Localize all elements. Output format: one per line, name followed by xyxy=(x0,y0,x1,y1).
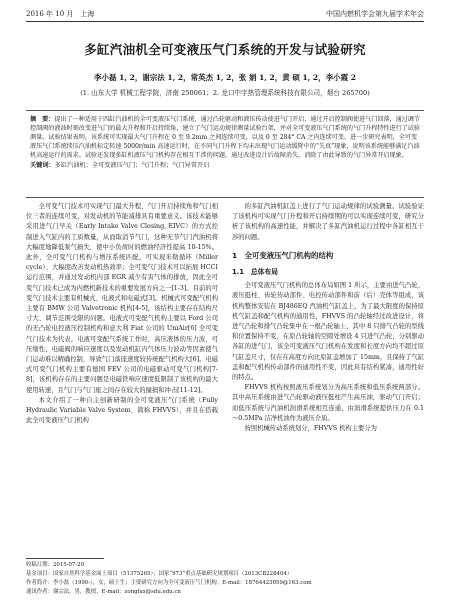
body-paragraph: 按照机械传动系统划分，FHVVS 机构主要分为 xyxy=(244,425,377,433)
subsection-heading: 1.1 总体布局 xyxy=(232,268,279,277)
abstract-text: 提出了一种适用于四缸汽油机的全可变液压气门系统，通过凸轮驱动和液压传动使进气门开启，通过开启控制阀使进气门回落，通过调节控制阀的液油时刻改变进气门的最大升程和开启持续角，建立了气门运动规律测量试验台架，并对全可变液压气门系统的气门升程特性进行了试验测量。试验结果表明，该系统可实现最大气门升程在 0 至 9.2mm 之间连续可变，以及 0 至 284° CA 之内连续可变。进一步研究表明，全可变液压气门系统续压汽油机标定转速 5000r/min 高速运行时，在不同气门升程下均未出现气门运动缓降中的“失真”现象，说明该系统能够满足汽油机高速运行的需求。试验还发现多缸机液压气门机构存在相互干涉的问题，通过改进设计后故障消失，消除了由此导致的气门异常开启现象。 xyxy=(30,116,420,159)
abstract-block xyxy=(26,110,424,198)
footnote-rule xyxy=(26,558,104,559)
footnotes xyxy=(26,561,424,597)
keywords-text: 多缸汽油机；全可变液压气门；气门升程；气门异常开启 xyxy=(54,162,210,169)
section-heading: 1 全可变液压气门机构的结构 xyxy=(232,250,334,260)
footnote-received: 收稿日期：2015-07-20 xyxy=(26,562,85,568)
affiliation: (1. 山东大学 机械工程学院，济南 250061；2. 龙口中宇热管理系统科技有限公司，烟台 265700) xyxy=(80,89,370,97)
paper-title: 多缸汽油机全可变液压气门系统的开发与试验研究 xyxy=(84,42,366,57)
abstract xyxy=(30,115,420,160)
keywords xyxy=(30,161,420,170)
body-paragraph: FHVVS 机构按照液压系统划分为高压系统和低压系统两部分。其中高压系统由进气凸轮驱动液压挺柱产生高压油，驱动气门开启；而低压系统与汽油机润滑系统相互连通，由润滑系统提供压力在 0.1～0.5MPa 洁净机油作为液压介质。 xyxy=(232,384,424,422)
footnote-corresponding: 通讯作者：谢宗法，男，教授，E-mail：zongfax@sdu.edu.cn xyxy=(26,589,181,595)
running-head-conference: 中国内燃机学会第九届学术年会 xyxy=(326,10,424,18)
body-paragraph: 全可变气门技术可实现气门最大升程、气门开启持续角和气门相位三者的连续可变，对发动机的节能减排具有重要意义。该技术能够采用进气门早关（Early Intake Valve Closing, EIVC）的方式控制进入气缸内的工质数量，从而取消节气门，这种无节气门汽油机将大幅度地降低泵气损失，使中小负荷时的燃油经济性提高 10-15%。此外，全可变气门机构与增压系统匹配，可实现米勒循环（Miller cycle）、大幅度改善发动机热效率；全可变气门技术可以拓展 HCCI 运行范围，并通过发动机内部 EGR 减少有害气体的排放，因此全可变气门技术已成为内燃机新技术的重要发展方向之一[1-3]。目前的可变气门技术主要有机械式、电液式和电磁式[3]。机械式可变配气机构主要有 BMW 公司 Valvetronic 机构[4-5]，该结构主要存在结构尺寸大、调节范围受限的问题。电液式可变配气机构主要以 Ford 公司的无凸轮电控液压控制机构和意大利 Fiat 公司的 UniAir[6] 全可变气门技术为代表，电液可变配气系统工作时，高压液体的压力波、可压缩性、电磁阀的响应速度以及发动机缸内气体压力波动等因素使气门运动难以精确控制，导致气门落座速度较传统配气机构大[6]。电磁式可变气门机构主要有德国 FEV 公司的电磁驱动可变气门机构[7-8]，该机构存在的主要问题是电磁铁响应速度低限制了该机构的最大使用转速，且气门与气门座之间存在较大的撞损和冲击[11-12]。 xyxy=(26,203,218,394)
abstract-label: 摘 要： xyxy=(30,116,55,123)
running-head xyxy=(26,8,424,20)
keywords-label: 关键词： xyxy=(30,162,55,169)
footnote-author: 作者简介：李小磊（1990-），女，硕士生；主要研究方向为全可变液压气门机构。E-mail：18764423059@163.com xyxy=(26,580,312,586)
left-column xyxy=(26,202,218,554)
body-paragraph: 全可变液压气门机构的总体布局如图 1 所示，主要由进气凸轮、液压挺柱、齿轮传动部件、电控传动部件和前（后）壳体等组成，该机构整体安装在 BJ486EQ 汽油机气缸盖上，为了最大限度的保持原机气缸盖和配气机构的通用性，FHVVS 的凸轮轴经过改进设计，将进气凸轮和排气凸轮集中在一根凸轮轴上，其中 8 只排气凸轮的型线和位置保持不变，在原凸轮轴的空隙处增设 4 只进气凸轮，分别驱动各缸的进气门，该全可变液压气门机构在发度和长度方向均不超过原气缸盖尺寸，仅在在高度方向比原缸盖增加了 15mm，且保持了气缸盖和配气机构传动部件的通用性不变，因此具有结构紧凑，通用性好的特点。 xyxy=(232,282,424,382)
author-list: 李小磊 1, 2，谢宗法 1, 2，常英杰 1, 2，张 娟 1, 2，黄 硕 1, 2，李小霞 2 xyxy=(94,73,356,82)
header-rule xyxy=(26,21,424,22)
footnote-funding: 基金项目：国家自然科学基金面上项目（51375265）；国家“973”重点基础研究规划项目（2013CB228404） xyxy=(26,571,293,577)
body-paragraph: 本文介绍了一种自主创新研制的全可变液压气门系统（Fully Hydraulic Variable Valve System，简称 FHVVS），并且在搭载此全可变液压气门机构 xyxy=(26,396,218,425)
running-head-date: 2016 年 10 月 上海 xyxy=(26,10,95,18)
body-paragraph: 的多缸汽油机缸盖上进行了气门运动规律的试验测量。试验验证了该机构可实现气门升程和开启持续期的可以实现连续可变，研究分析了该机构的高速性能，并解决了多缸汽油机运行过程中各缸相互干涉的问题。 xyxy=(232,203,424,241)
right-column xyxy=(232,202,424,578)
